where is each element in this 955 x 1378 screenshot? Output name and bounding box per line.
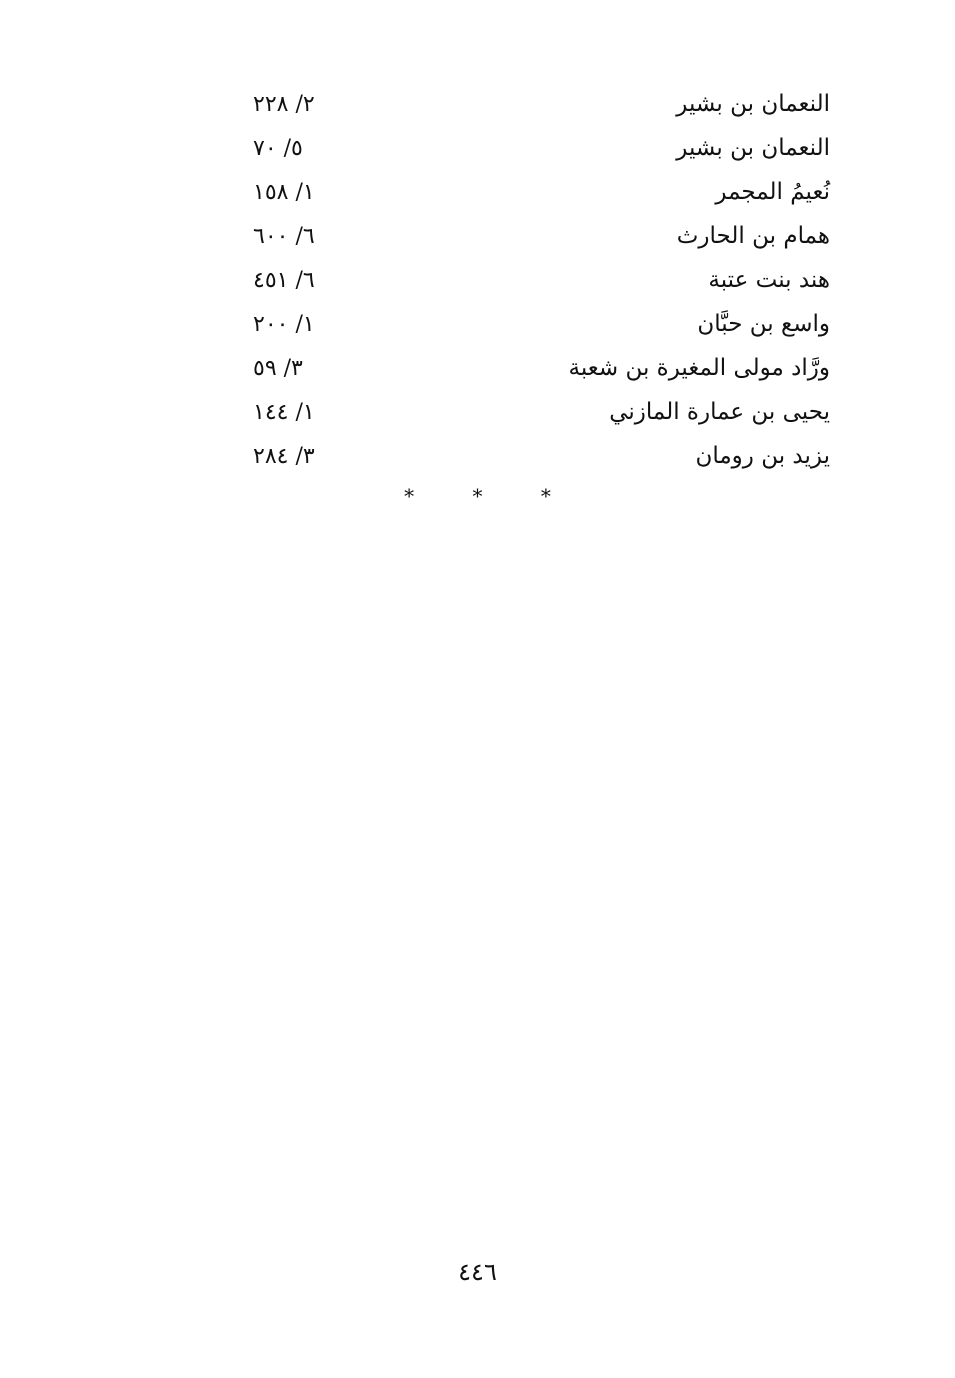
entry-reference: ٣/ ٢٨٤ <box>253 443 315 469</box>
entry-reference: ١/ ١٤٤ <box>253 399 315 425</box>
index-entry <box>245 390 830 434</box>
entry-reference: ١/ ٢٠٠ <box>253 311 315 337</box>
entry-reference: ٦/ ٦٠٠ <box>253 223 315 249</box>
index-entry <box>245 126 830 170</box>
entry-name: نُعيمُ المجمر <box>715 179 830 205</box>
index-entry <box>245 170 830 214</box>
entry-reference: ٥/ ٧٠ <box>253 135 303 161</box>
entry-reference: ١/ ١٥٨ <box>253 179 315 205</box>
index-entry <box>245 434 830 478</box>
entry-name: ورَّاد مولى المغيرة بن شعبة <box>568 355 830 381</box>
entry-name: النعمان بن بشير <box>676 91 830 117</box>
entry-reference: ٦/ ٤٥١ <box>253 267 315 293</box>
index-list <box>245 82 830 478</box>
entry-name: واسع بن حبَّان <box>697 311 830 337</box>
index-entry <box>245 214 830 258</box>
entry-reference: ٣/ ٥٩ <box>253 355 303 381</box>
index-entry <box>245 82 830 126</box>
page-number: ٤٤٦ <box>458 1258 497 1286</box>
entry-reference: ٢/ ٢٢٨ <box>253 91 315 117</box>
entry-name: يحيى بن عمارة المازني <box>609 399 830 425</box>
section-separator: * * * <box>404 484 577 508</box>
index-entry <box>245 302 830 346</box>
entry-name: يزيد بن رومان <box>695 443 830 469</box>
entry-name: هند بنت عتبة <box>708 267 830 293</box>
entry-name: همام بن الحارث <box>676 223 830 249</box>
entry-name: النعمان بن بشير <box>676 135 830 161</box>
index-entry <box>245 346 830 390</box>
index-entry <box>245 258 830 302</box>
